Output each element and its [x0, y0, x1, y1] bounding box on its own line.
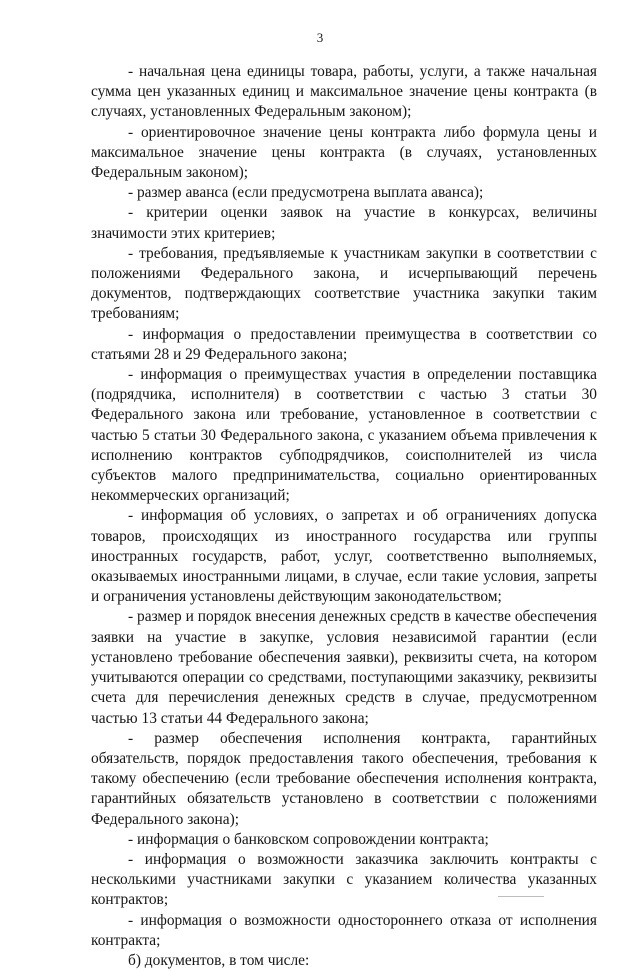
paragraph-unilateral-refusal: - информация о возможности одностороннего отказа от исполнения контракта; — [91, 911, 597, 949]
paragraph-small-business-advantages: - информация о преимуществах участия в определении поставщика (подрядчика, исполнителя) в соответствии с частью 3 статьи 30 Федерального закона или требование, установленное в соответствии с частью 5 статьи 30 Федерального закона, с указанием объема привлечения к исполнению контрактов субподрядчиков, соисполнителей из числа субъектов малого предпринимательства, социально ориентированных некоммерческих организаций; — [91, 366, 597, 505]
paragraph-multiple-contracts: - информация о возможности заказчика заключить контракты с несколькими участниками закупки с указанием количества указанных контрактов; — [91, 850, 597, 909]
paragraph-initial-price: - начальная цена единицы товара, работы, услуги, а также начальная сумма цен указанных единиц и максимальное значение цены контракта (в случаях, установленных Федеральным законом); — [91, 63, 597, 121]
paragraph-advance-size: - размер аванса (если предусмотрена выплата аванса); — [128, 184, 484, 202]
paragraph-documents-heading: б) документов, в том числе: — [128, 951, 310, 969]
paragraph-price-formula: - ориентировочное значение цены контракта либо формула цены и максимальное значение цены контракта (в случаях, установленных Федеральным законом); — [91, 123, 597, 182]
paragraph-evaluation-criteria: - критерии оценки заявок на участие в конкурсах, величины значимости этих критериев; — [91, 204, 597, 242]
paragraph-advantages-28-29: - информация о предоставлении преимущества в соответствии со статьями 28 и 29 Федерального закона; — [91, 325, 597, 363]
paragraph-participant-requirements: - требования, предъявляемые к участникам закупки в соответствии с положениями Федерального закона, и исчерпывающий перечень документов, подтверждающих соответствие участника закупки таким требованиям; — [91, 244, 597, 323]
paragraph-foreign-restrictions: - информация об условиях, о запретах и об ограничениях допуска товаров, происходящих из иностранного государства или группы иностранных государств, работ, услуг, соответственно выполняемых, оказываемых иностранными лицами, в случае, если такие условия, запреты и ограничения установлены действующим законодательством; — [91, 507, 597, 606]
paragraph-bid-security: - размер и порядок внесения денежных средств в качестве обеспечения заявки на участие в закупке, условия независимой гарантии (если установлено требование обеспечения заявки), реквизиты счета, на котором учитываются операции со средствами, поступающими заказчику, реквизиты счета для перечисления денежных средств в случае, предусмотренном частью 13 статьи 44 Федерального закона; — [91, 608, 597, 727]
page-number: 3 — [316, 30, 324, 45]
paragraph-contract-security: - размер обеспечения исполнения контракта, гарантийных обязательств, порядок предоставления такого обеспечения, требования к такому обеспечению (если требование обеспечения исполнения контракта, гарантийных обязательств установлено в соответствии с положениями Федерального закона); — [91, 729, 597, 828]
page-edge-mark — [498, 896, 544, 897]
document-body — [91, 62, 597, 971]
paragraph-bank-support: - информация о банковском сопровождении контракта; — [128, 830, 489, 848]
